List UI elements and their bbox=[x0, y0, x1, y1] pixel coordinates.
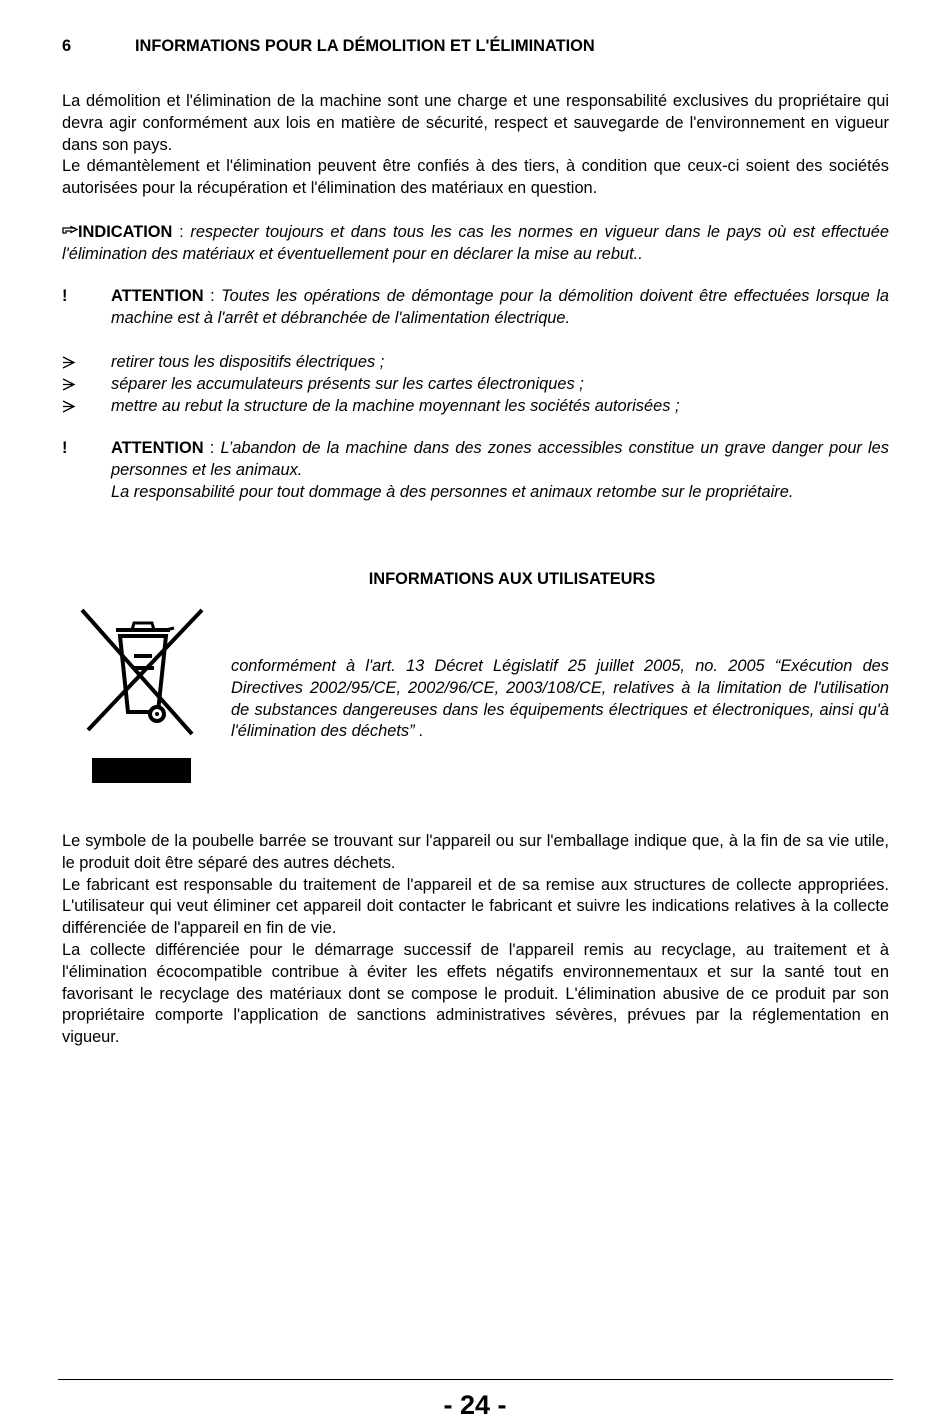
dismantling-steps-list bbox=[62, 352, 889, 417]
list-item-text: retirer tous les dispositifs électriques ; bbox=[111, 353, 385, 371]
intro-paragraph-1: La démolition et l'élimination de la machine sont une charge et une responsabilité exclusives du propriétaire qui devra agir conformément aux lois en matière de sécurité, respect et sauvegarde de l'environnement en vigueur dans son pays. bbox=[62, 92, 889, 154]
page-number: - 24 - bbox=[443, 1390, 507, 1420]
indication-note bbox=[62, 221, 889, 266]
list-item bbox=[62, 352, 889, 374]
footer-divider bbox=[58, 1379, 893, 1380]
indication-label: INDICATION bbox=[78, 223, 173, 241]
attention-separator-1: : bbox=[203, 287, 222, 305]
users-info-title: INFORMATIONS AUX UTILISATEURS bbox=[368, 570, 656, 588]
section-title: INFORMATIONS POUR LA DÉMOLITION ET L'ÉLIMINATION bbox=[135, 37, 595, 55]
section-number: 6 bbox=[62, 37, 72, 55]
indication-text: respecter toujours et dans tous les cas les normes en vigueur dans le pays où est effectuée l'élimination des matériaux et éventuellement pour en déclarer la mise au rebut.. bbox=[62, 223, 889, 263]
closing-paragraph-1: Le symbole de la poubelle barrée se trouvant sur l'appareil ou sur l'emballage indique que, à la fin de sa vie utile, le produit doit être séparé des autres déchets. bbox=[62, 832, 889, 872]
arrow-bullet-icon bbox=[62, 396, 76, 423]
intro-text bbox=[62, 91, 889, 200]
attention-label-2: ATTENTION bbox=[111, 439, 204, 457]
attention-text-1: Toutes les opérations de démontage pour la démolition doivent être effectuées lorsque la machine est à l'arrêt et débranchée de l'alimentation électrique. bbox=[111, 287, 889, 327]
attention-text-2b: La responsabilité pour tout dommage à des personnes et animaux retombe sur le propriétaire. bbox=[111, 482, 794, 501]
intro-paragraph-2: Le démantèlement et l'élimination peuvent être confiés à des tiers, à condition que ceux-ci soient des sociétés autorisées pour la récupération et l'élimination des matériaux en question. bbox=[62, 157, 889, 198]
list-item bbox=[62, 374, 889, 396]
attention-label-1: ATTENTION bbox=[111, 287, 204, 305]
attention-warning-1 bbox=[62, 286, 889, 330]
pointing-hand-icon bbox=[62, 221, 78, 233]
decree-text: conformément à l'art. 13 Décret Législatif 25 juillet 2005, no. 2005 “Exécution des Directives 2002/95/CE, 2002/96/CE, 2003/108/CE, relatives à la limitation de l'utilisation de substances dangereuses dans les équipements électriques et électroniques, ainsi qu'à l'élimination des déchets” . bbox=[231, 657, 889, 741]
list-item bbox=[62, 396, 889, 418]
list-item-text: séparer les accumulateurs présents sur les cartes électroniques ; bbox=[111, 374, 584, 393]
attention-separator-2: : bbox=[203, 439, 221, 457]
attention-mark-1: ! bbox=[62, 287, 68, 305]
crossed-out-wheelie-bin-icon bbox=[78, 606, 204, 788]
attention-text-2: L’abandon de la machine dans des zones accessibles constitue un grave danger pour les personnes et les animaux. bbox=[111, 439, 889, 479]
attention-mark-2: ! bbox=[62, 439, 68, 457]
attention-warning-2 bbox=[62, 438, 889, 503]
closing-paragraph-3: La collecte différenciée pour le démarrage successif de l'appareil remis au recyclage, au traitement et à l'élimination écocompatible contribue à éviter les effets négatifs environnementaux et sur la santé tout en favorisant le recyclage des matériaux dont se compose le produit. L'élimination abusive de ce produit par son propriétaire comporte l'application de sanctions administratives sévères, prévues par la réglementation en vigueur. bbox=[62, 940, 889, 1047]
closing-paragraph-2: Le fabricant est responsable du traitement de l'appareil et de sa remise aux structures de collecte appropriées. L'utilisateur qui veut éliminer cet appareil doit contacter le fabricant et suivre les indications relatives à la collecte différenciée de l'appareil en fin de vie. bbox=[62, 875, 889, 938]
indication-separator: : bbox=[172, 223, 191, 241]
closing-text bbox=[62, 831, 889, 1049]
list-item-text: mettre au rebut la structure de la machine moyennant les sociétés autorisées ; bbox=[111, 396, 680, 415]
